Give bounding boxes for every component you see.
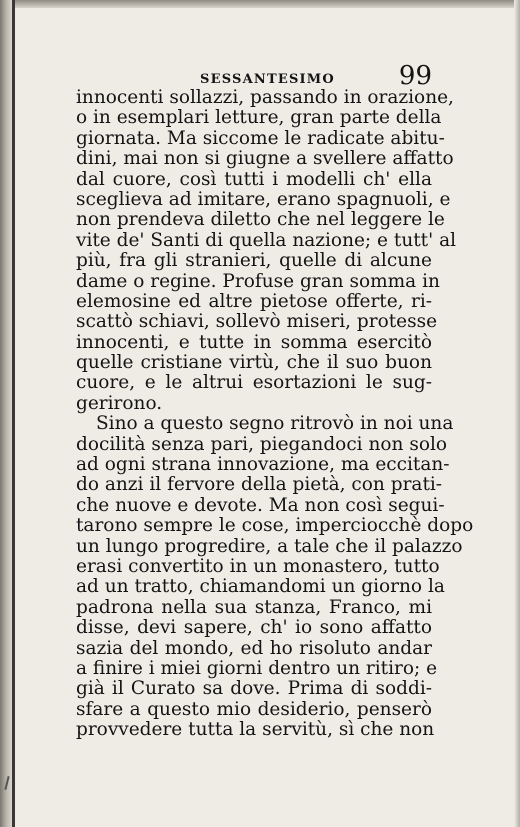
text-line: dame o regine. Profuse gran somma in bbox=[76, 270, 440, 292]
text-line: innocenti sollazzi, passando in orazione, bbox=[76, 87, 454, 108]
text-line: padrona nella sua stanza, Franco, mi bbox=[76, 596, 432, 618]
running-head: SESSANTESIMO bbox=[200, 72, 335, 87]
text-line: Sino a questo segno ritrovò in noi una bbox=[96, 413, 454, 435]
body-text bbox=[76, 87, 474, 741]
page-top-edge bbox=[0, 0, 520, 8]
text-line: cuore, e le altrui esortazioni le sug- bbox=[76, 372, 432, 394]
text-line: più, fra gli stranieri, quelle di alcune bbox=[76, 250, 432, 272]
text-line: innocenti, e tutte in somma esercitò bbox=[76, 331, 432, 353]
text-line: tarono sempre le cose, imperciocchè dopo bbox=[76, 515, 474, 537]
text-line: dini, mai non si giugne a svellere affatto bbox=[76, 148, 454, 170]
text-line: non prendeva diletto che nel leggere le bbox=[76, 209, 445, 231]
text-line: quelle cristiane virtù, che il suo buon bbox=[76, 352, 432, 374]
text-line: docilità senza pari, piegandoci non solo bbox=[76, 433, 448, 455]
text-line: elemosine ed altre pietose offerte, ri- bbox=[76, 290, 432, 312]
text-line: disse, devi sapere, ch' io sono affatto bbox=[76, 617, 432, 639]
text-line: giornata. Ma siccome le radicate abitu- bbox=[76, 127, 445, 149]
text-line: che nuove e devote. Ma non così segui- bbox=[76, 494, 445, 516]
text-line: sceglieva ad imitare, erano spagnuoli, e bbox=[76, 188, 451, 210]
text-line: a finire i miei giorni dentro un ritiro; e bbox=[76, 657, 438, 679]
page-number: 99 bbox=[398, 61, 432, 91]
text-line: provvedere tutta la servitù, sì che non bbox=[76, 719, 435, 741]
text-line: sfare a questo mio desiderio, penserò bbox=[76, 698, 432, 720]
text-line: dal cuore, così tutti i modelli ch' ella bbox=[76, 168, 432, 190]
text-line: o in esemplari letture, gran parte della bbox=[76, 107, 442, 129]
text-line: sazia del mondo, ed ho risoluto andar bbox=[76, 637, 432, 659]
book-gutter-line bbox=[12, 0, 15, 827]
text-line: scattò schiavi, sollevò miseri, protesse bbox=[76, 311, 438, 333]
text-line: gerirono. bbox=[76, 392, 163, 414]
page-header bbox=[76, 62, 432, 90]
text-line: do anzi il fervore della pietà, con prati- bbox=[76, 474, 443, 496]
text-line: erasi convertito in un monastero, tutto bbox=[76, 555, 440, 577]
text-line: vite de' Santi di quella nazione; e tutt' al bbox=[76, 229, 457, 251]
text-line: già il Curato sa dove. Prima di soddi- bbox=[76, 678, 432, 700]
text-line: un lungo progredire, a tale che il palazzo bbox=[76, 535, 463, 557]
text-line: ad ogni strana innovazione, ma eccitan- bbox=[76, 454, 450, 476]
page-right-edge bbox=[514, 0, 520, 827]
text-line: ad un tratto, chiamandomi un giorno la bbox=[76, 576, 445, 598]
